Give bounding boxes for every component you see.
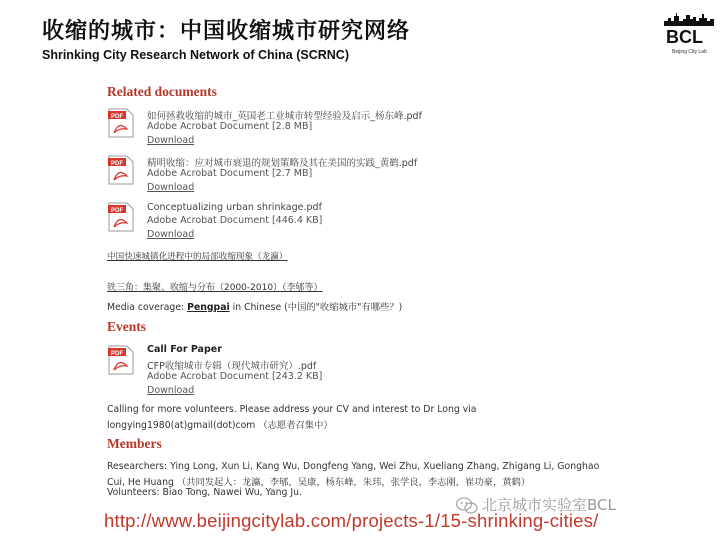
document-item	[108, 155, 508, 203]
volunteer-line-1: Calling for more volunteers. Please address your CV and interest to Dr Long via	[107, 404, 477, 415]
document-type: Adobe Acrobat Document [446.4 KB]	[147, 215, 323, 226]
event-document-item	[108, 344, 508, 396]
members-heading: Members	[107, 436, 162, 451]
document-type: Adobe Acrobat Document [2.7 MB]	[147, 168, 313, 179]
svg-text:PDF: PDF	[111, 351, 123, 357]
related-link-2[interactable]: 铁三角：集聚、收缩与分布（2000-2010）（李郇等）	[107, 283, 323, 293]
logo-subtext: Beijing City Lab	[672, 49, 707, 55]
project-url[interactable]: http://www.beijingcitylab.com/projects-1/15-shrinking-cities/	[104, 510, 599, 531]
svg-text:PDF: PDF	[111, 208, 123, 214]
watermark-text: 北京城市实验室BCL	[482, 496, 616, 514]
page-title-cn: 收缩的城市：中国收缩城市研究网络	[42, 19, 411, 44]
events-heading: Events	[107, 319, 147, 334]
document-name[interactable]: 精明收缩：应对城市衰退的规划策略及其在美国的实践_黄鹤.pdf	[147, 158, 418, 169]
members-line-1: Researchers: Ying Long, Xun Li, Kang Wu, Dongfeng Yang, Wei Zhu, Xueliang Zhang, Zhigang Li, Gonghao	[107, 461, 600, 472]
logo-text: BCL	[666, 27, 703, 47]
svg-text:PDF: PDF	[111, 114, 123, 120]
skyline-icon	[664, 12, 714, 26]
download-link[interactable]: Download	[147, 135, 195, 146]
download-link[interactable]: Download	[147, 385, 195, 396]
document-name[interactable]: CFP收缩城市专辑（现代城市研究）.pdf	[147, 361, 317, 372]
pdf-icon[interactable]	[108, 202, 134, 232]
document-item	[108, 202, 508, 250]
pengpai-link[interactable]: Pengpai	[187, 302, 230, 313]
media-coverage-line	[107, 299, 402, 313]
media-coverage-prefix: Media coverage:	[107, 302, 188, 313]
document-type: Adobe Acrobat Document [2.8 MB]	[147, 121, 313, 132]
related-documents-heading: Related documents	[107, 84, 217, 99]
document-type: Adobe Acrobat Document [243.2 KB]	[147, 371, 323, 382]
pdf-icon[interactable]	[108, 345, 134, 375]
pdf-icon[interactable]	[108, 155, 134, 185]
bcl-logo	[664, 12, 714, 55]
pdf-icon[interactable]	[108, 108, 134, 138]
volunteer-line-2: longying1980(at)gmail(dot)com （志愿者召集中）	[107, 420, 333, 431]
download-link[interactable]: Download	[147, 182, 195, 193]
svg-text:PDF: PDF	[111, 161, 123, 167]
call-for-paper-heading: Call For Paper	[147, 344, 222, 355]
document-name[interactable]: 如何拯救收缩的城市_英国老工业城市转型经验及启示_杨东峰.pdf	[147, 111, 422, 122]
document-item	[108, 108, 508, 156]
members-line-2: Cui, He Huang （共同发起人：龙瀛，李郇，吴康，杨东峰，朱玮，张学良，李志刚，崔功豪，黄鹤）	[107, 477, 531, 488]
document-name[interactable]: Conceptualizing urban shrinkage.pdf	[147, 202, 322, 213]
related-link-1[interactable]: 中国快速城镇化进程中的局部收缩现象（龙瀛）	[107, 252, 288, 262]
members-line-3: Volunteers: Biao Tong, Nawei Wu, Yang Ju.	[107, 487, 302, 498]
media-coverage-suffix: in Chinese (中国的"收缩城市"有哪些？)	[229, 302, 403, 313]
download-link[interactable]: Download	[147, 229, 195, 240]
page-title-en: Shrinking City Research Network of China (SCRNC)	[42, 48, 349, 62]
